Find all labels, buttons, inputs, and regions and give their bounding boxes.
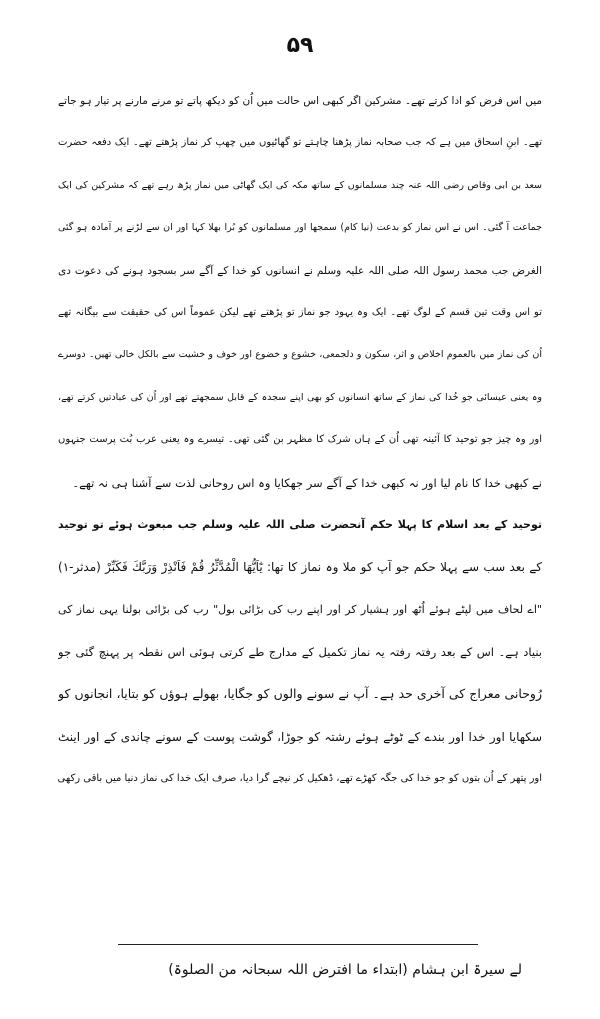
text-line-16: سکھایا اور خدا اور بندے کے ٹوٹے ہوئے رشتہ کو جوڑا، گوشت پوست کے سونے چاندی کے اور اینٹ xyxy=(58,729,542,744)
text-line-2: تھے۔ ابنِ اسحاق میں ہے کہ جب صحابہ نماز پڑھنا چاہتے تو گھاٹیوں میں چھپ کر نماز پڑھتے تھے۔ ایک دفعہ حضرت xyxy=(58,137,542,149)
footnote-divider xyxy=(118,944,478,945)
text-line-7: اُن کی نماز میں بالعموم اخلاص و اثر، سکون و دلجمعی، خشوع و خضوع اور خوف و خشیت سے بالکل خالی تھیں۔ دوسرے xyxy=(58,349,542,361)
text-line-13: "اے لحاف میں لپٹے ہوئے اُٹھ اور ہشیار کر اور اپنے رب کی بڑائی بول" رب کی بڑائی بولنا یہی نماز کی xyxy=(58,602,542,616)
text-line-5: الغرض جب محمد رسول اللہ صلی اللہ علیہ وسلم نے انسانوں کو خدا کے آگے سر بسجود ہونے کی دعوت دی xyxy=(58,264,542,277)
page-number: ۵۹ xyxy=(286,33,314,58)
section-heading-line: توحید کے بعد اسلام کا پہلا حکم آنحضرت صلی اللہ علیہ وسلم جب مبعوث ہوئے تو توحید xyxy=(58,517,542,531)
text-line-9: اور وہ چیز جو توحید کا آئینہ تھی اُن کے ہاں شرک کا مظہر بن گئی تھی۔ تیسرے وہ یعنی عرب بُت پرست جنہوں xyxy=(58,434,542,446)
text-line-10: نے کبھی خدا کا نام لیا اور نہ کبھی خدا کے آگے سر جھکایا وہ اس روحانی لذت سے آشنا ہی نہ تھے۔ xyxy=(72,475,542,490)
text-line-8: وہ یعنی عیسائی جو خُدا کی نماز کے ساتھ انسانوں کو بھی اپنے سجدہ کے قابل سمجھتے تھے اور اُن کی عبادتیں کرتے تھے، xyxy=(58,391,542,403)
footnote: لے سیرۃ ابن ہشام (ابتداء ما افترض اللہ سبحانہ من الصلوۃ) xyxy=(168,962,522,978)
body-text xyxy=(58,80,542,801)
text-line-4: جماعت آ گئی۔ اس نے اس نماز کو بدعت (نیا کام) سمجھا اور مسلمانوں کو بُرا بھلا کہا اور ان سے لڑنے پر آمادہ ہو گئی xyxy=(58,222,542,234)
text-line-3: سعد بن ابی وقاص رضی اللہ عنہ چند مسلمانوں کے ساتھ مکہ کی ایک گھاٹی میں نماز پڑھ رہے تھے کہ مشرکین کی ایک xyxy=(58,179,542,191)
text-line-15: رُوحانی معراج کی آخری حد ہے۔ آپ نے سونے والوں کو جگایا، بھولے ہوؤں کو بتایا، انجانوں کو xyxy=(58,686,542,702)
text-line-1: میں اس فرض کو ادا کرتے تھے۔ مشرکین اگر کبھی اس حالت میں اُن کو دیکھ پاتے تو مرنے مارنے پر تیار ہو جاتے xyxy=(58,95,542,107)
text-line-17: اور پتھر کے اُن بتوں کو جو خدا کی جگہ کھڑے تھے، ڈھکیل کر نیچے گرا دیا، صرف ایک خدا کی نماز دنیا میں باقی رکھی xyxy=(58,773,542,785)
text-line-12: کے بعد سب سے پہلا حکم جو آپ کو ملا وہ نماز کا تھا: یٰٓاَیُّھَا الْمُدَّثِّرُ قُمْ فَاَنْذِرْ وَرَبَّكَ فَكَبِّرْ (مدثر-۱) xyxy=(58,560,542,575)
text-line-14: بنیاد ہے۔ اس کے بعد رفتہ رفتہ یہ نماز تکمیل کے مدارج طے کرتی ہوئی اس نقطہ پر پہنچ گئی جو xyxy=(58,645,542,660)
text-line-6: تو اس وقت تین قسم کے لوگ تھے۔ ایک وہ یہود جو نماز تو پڑھتے تھے لیکن عموماً اس کی حقیقت سے بیگانہ تھے xyxy=(58,306,542,318)
